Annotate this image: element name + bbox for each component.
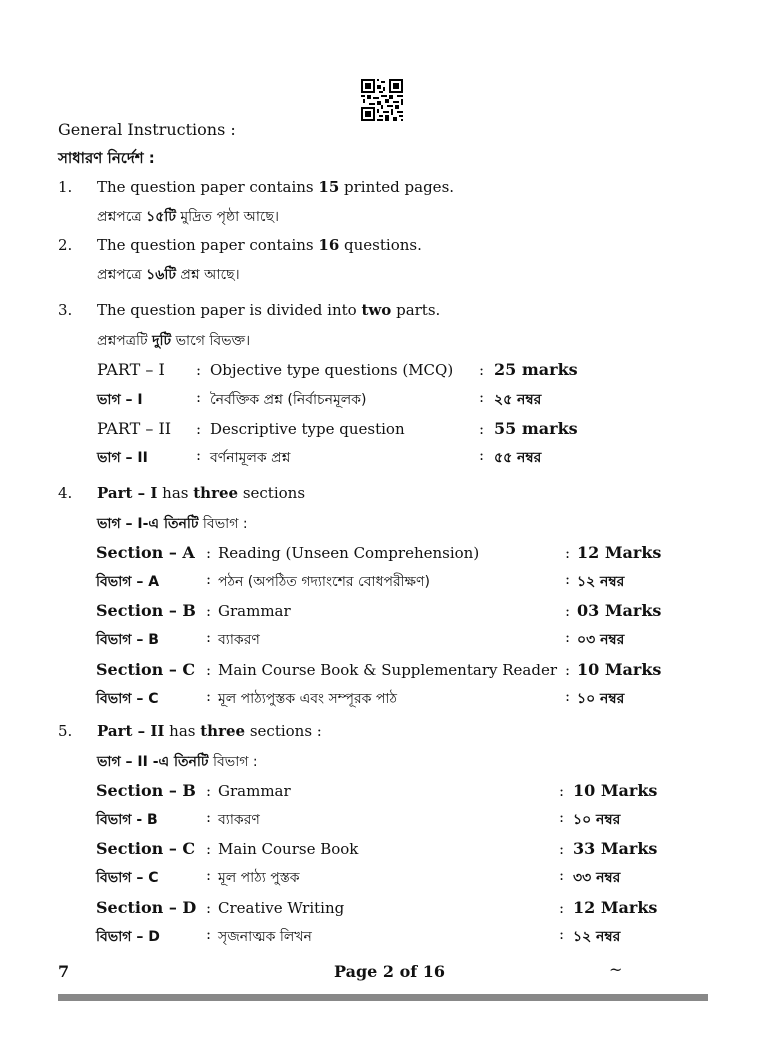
section-label: Section – B — [96, 601, 196, 620]
section-description: ব্যাকরণ — [218, 632, 260, 648]
colon: : — [196, 446, 202, 464]
colon: : — [196, 420, 202, 438]
section-marks: ১২ নম্বর — [577, 574, 625, 590]
colon: : — [559, 866, 565, 884]
item-4-bengali: ভাগ – I-এ তিনটি বিভাগ : — [97, 516, 248, 532]
section-label: বিভাগ – B — [96, 632, 159, 648]
section-marks: 12 Marks — [573, 898, 658, 917]
item-number: 2. — [58, 236, 73, 254]
colon: : — [565, 661, 571, 679]
item-3-english: The question paper is divided into two parts. — [97, 301, 441, 319]
section-marks: 33 Marks — [573, 839, 658, 858]
item-5-english: Part – II has three sections : — [97, 722, 322, 740]
colon: : — [206, 628, 212, 646]
colon: : — [565, 570, 571, 588]
item-1-bengali: প্রশ্নপত্রে ১৫টি মুদ্রিত পৃষ্ঠা আছে। — [97, 209, 280, 225]
colon: : — [559, 808, 565, 826]
section-label: Section – B — [96, 781, 196, 800]
section-description: Reading (Unseen Comprehension) — [218, 544, 480, 562]
colon: : — [206, 602, 212, 620]
part-description: নৈর্বক্তিক প্রশ্ন (নির্বাচনমূলক) — [210, 392, 367, 408]
section-marks: 10 Marks — [577, 660, 662, 679]
section-description: Main Course Book & Supplementary Reader — [218, 661, 557, 679]
section-description: Main Course Book — [218, 840, 359, 858]
footer-mark: ~ — [609, 960, 623, 979]
instructions-title-bengali: সাধারণ নির্দেশ : — [58, 149, 155, 167]
section-label: Section – A — [96, 543, 195, 562]
instructions-title: General Instructions : — [58, 120, 236, 139]
item-2-bengali: প্রশ্নপত্রে ১৬টি প্রশ্ন আছে। — [97, 267, 240, 283]
colon: : — [565, 602, 571, 620]
section-label: বিভাগ - B — [96, 812, 158, 828]
colon: : — [206, 866, 212, 884]
item-5-bengali: ভাগ – II -এ তিনটি বিভাগ : — [97, 754, 258, 770]
section-marks: ১২ নম্বর — [573, 929, 621, 945]
colon: : — [559, 840, 565, 858]
qr-code-icon — [361, 79, 403, 121]
part-marks: 25 marks — [494, 360, 578, 379]
section-marks: 10 Marks — [573, 781, 658, 800]
section-label: বিভাগ – C — [96, 870, 159, 886]
colon: : — [196, 361, 202, 379]
colon: : — [559, 925, 565, 943]
section-label: Section – C — [96, 839, 196, 858]
colon: : — [196, 388, 202, 406]
section-marks: ৩৩ নম্বর — [573, 870, 621, 886]
section-label: বিভাগ – A — [96, 574, 160, 590]
part-description: Objective type questions (MCQ) — [210, 361, 454, 379]
section-label: বিভাগ – D — [96, 929, 160, 945]
colon: : — [565, 544, 571, 562]
item-number: 3. — [58, 301, 73, 319]
colon: : — [206, 570, 212, 588]
section-description: Grammar — [218, 782, 291, 800]
part-label: PART – II — [97, 419, 172, 438]
section-description: মূল পাঠ্য পুস্তক — [218, 870, 300, 886]
colon: : — [479, 361, 485, 379]
part-description: Descriptive type question — [210, 420, 405, 438]
section-description: মূল পাঠ্যপুস্তক এবং সম্পূরক পাঠ — [218, 691, 397, 707]
section-label: বিভাগ – C — [96, 691, 159, 707]
colon: : — [206, 687, 212, 705]
part-marks: 55 marks — [494, 419, 578, 438]
item-2-english: The question paper contains 16 questions. — [97, 236, 422, 254]
section-description: পঠন (অপঠিত গদ্যাংশের বোধপরীক্ষণ) — [218, 574, 430, 590]
page-number: Page 2 of 16 — [334, 962, 445, 981]
section-description: ব্যাকরণ — [218, 812, 260, 828]
item-number: 1. — [58, 178, 73, 196]
part-marks: ২৫ নম্বর — [494, 392, 542, 408]
paper-code: 7 — [58, 962, 70, 981]
item-number: 5. — [58, 722, 73, 740]
colon: : — [206, 544, 212, 562]
colon: : — [479, 388, 485, 406]
section-description: Grammar — [218, 602, 291, 620]
item-1-english: The question paper contains 15 printed pages. — [97, 178, 455, 196]
section-marks: 12 Marks — [577, 543, 662, 562]
colon: : — [206, 840, 212, 858]
part-label: PART – I — [97, 360, 165, 379]
colon: : — [206, 899, 212, 917]
colon: : — [559, 782, 565, 800]
colon: : — [479, 446, 485, 464]
colon: : — [565, 628, 571, 646]
section-label: Section – C — [96, 660, 196, 679]
section-label: Section – D — [96, 898, 197, 917]
colon: : — [206, 925, 212, 943]
section-marks: ১০ নম্বর — [577, 691, 625, 707]
section-description: সৃজনাত্মক লিখন — [218, 929, 312, 945]
part-label: ভাগ – II — [97, 450, 148, 466]
colon: : — [206, 808, 212, 826]
colon: : — [559, 899, 565, 917]
section-description: Creative Writing — [218, 899, 345, 917]
colon: : — [206, 661, 212, 679]
colon: : — [565, 687, 571, 705]
item-number: 4. — [58, 484, 73, 502]
section-marks: ০৩ নম্বর — [577, 632, 625, 648]
part-label: ভাগ – I — [97, 392, 143, 408]
colon: : — [206, 782, 212, 800]
section-marks: 03 Marks — [577, 601, 662, 620]
part-marks: ৫৫ নম্বর — [494, 450, 542, 466]
colon: : — [479, 420, 485, 438]
item-4-english: Part – I has three sections — [97, 484, 306, 502]
item-3-bengali: প্রশ্নপত্রটি দুটি ভাগে বিভক্ত। — [97, 333, 251, 349]
section-marks: ১০ নম্বর — [573, 812, 621, 828]
footer-rule — [58, 994, 708, 1001]
part-description: বর্ণনামূলক প্রশ্ন — [210, 450, 291, 466]
